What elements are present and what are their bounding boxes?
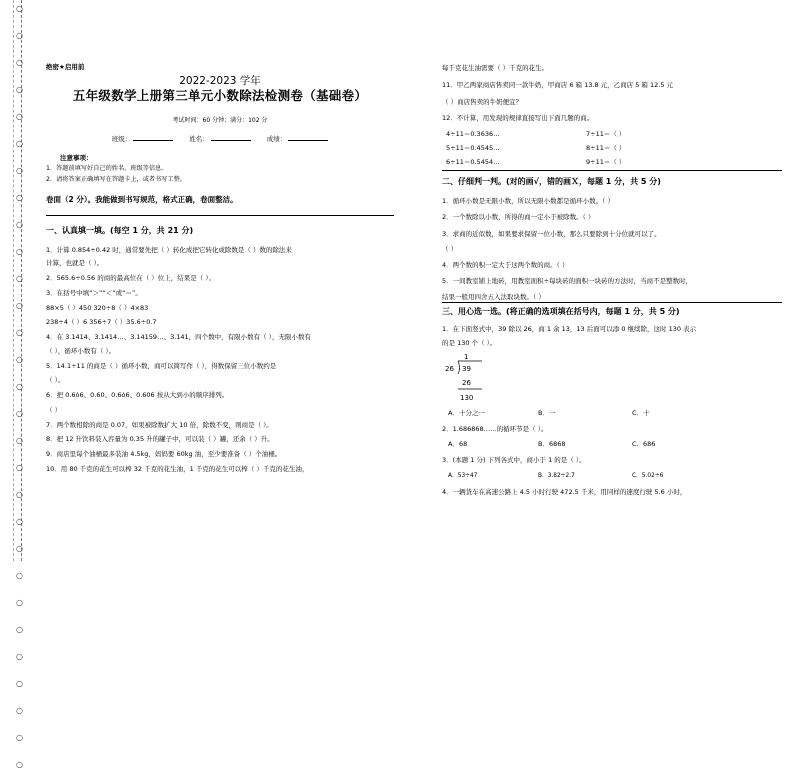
binding-hole-icon: ○ bbox=[16, 733, 23, 742]
q1-option-c[interactable]: C．十 bbox=[632, 409, 650, 417]
question-line: 238÷4（ ）6 356÷7（ ）35.6÷0.7 bbox=[46, 318, 157, 326]
question-line: 1．循环小数是无限小数，所以无限小数都是循环小数。（ ） bbox=[442, 197, 614, 205]
section-divider bbox=[46, 215, 394, 216]
question-line: 3．(本题 1 分) 下列各式中，商小于 1 的是（ ）。 bbox=[442, 456, 586, 464]
question-line: 11．甲乙两家商店售卖同一款牛奶，甲商店 6 箱 13.8 元，乙商店 5 箱 12.5 元 bbox=[442, 81, 674, 89]
binding-hole-icon: ○ bbox=[16, 571, 23, 580]
binding-hole-icon: ○ bbox=[16, 436, 23, 445]
binding-hole-icon: ○ bbox=[16, 139, 23, 148]
question-line: 2．565.6÷0.56 的商的最高位在（ ）位上，结果是（ ）。 bbox=[46, 274, 216, 282]
question-line: 的是 130 个（ ）。 bbox=[442, 339, 497, 347]
q3-option-a[interactable]: A．53÷47 bbox=[448, 473, 478, 479]
class-field[interactable]: 班级： bbox=[112, 134, 174, 143]
q3-option-b[interactable]: B．3.82÷2.7 bbox=[538, 473, 575, 479]
question-line: 8．把 12 升饮料装入容量为 0.35 升的罐子中，可以装（ ）罐，还余（ ）升。 bbox=[46, 435, 274, 443]
question-line: （ ） bbox=[442, 245, 458, 253]
binding-line-outer bbox=[13, 0, 14, 561]
q2-option-a[interactable]: A．68 bbox=[448, 440, 468, 448]
question-line: 4．两个数的积一定大于这两个数的商。（ ） bbox=[442, 261, 569, 269]
question-line: 1．在下面竖式中，39 除以 26，商 1 余 13，13 后面可以添 0 继续除，这时 130 表示 bbox=[442, 325, 697, 333]
question-line: 4．在 3.1414、3.1414…、3.14159…、3.1̇4̇1，四个数中，有限小数有（ ），无限小数有 bbox=[46, 333, 311, 341]
question-line: （ ） bbox=[46, 406, 62, 414]
note-item: 2．请将答案正确填写在答题卡上，或者书写工整。 bbox=[46, 176, 187, 183]
binding-hole-icon: ○ bbox=[16, 382, 23, 391]
question-line: 2．1.686868……的循环节是（ ）。 bbox=[442, 425, 548, 433]
question-line: 7．两个数相除的商是 0.07，如果被除数扩大 10 倍，除数不变，则商是（ ）。 bbox=[46, 421, 273, 429]
q3-option-c[interactable]: C．5.02÷6 bbox=[632, 473, 664, 479]
neatness-note: 卷面（2 分）。我能做到书写规范，格式正确，卷面整洁。 bbox=[46, 195, 238, 204]
binding-hole-icon: ○ bbox=[16, 625, 23, 634]
binding-hole-icon: ○ bbox=[16, 463, 23, 472]
question-line: 5．一间教室铺上地砖，用教室面积÷每块砖的面积一块砖的方法时，当商不是整数时， bbox=[442, 277, 693, 285]
name-field[interactable]: 姓名： bbox=[189, 134, 251, 143]
binding-hole-icon: ○ bbox=[16, 193, 23, 202]
division-divisor: 26 bbox=[445, 365, 454, 373]
section1-heading: 一、认真填一填。(每空 1 分，共 21 分) bbox=[46, 226, 194, 235]
binding-hole-icon: ○ bbox=[16, 247, 23, 256]
binding-hole-icon: ○ bbox=[16, 328, 23, 337]
binding-hole-icon: ○ bbox=[16, 409, 23, 418]
question-line: （ ）商店售卖的牛奶便宜？ bbox=[442, 98, 523, 106]
binding-marks bbox=[16, 4, 23, 769]
question-line: 10．用 80 千克的花生可以榨 32 千克的花生油，1 千克的花生可以榨（ ）千克的花生油， bbox=[46, 465, 309, 473]
question-line: 4．一辆货车在高速公路上 4.5 小时行驶 472.5 千米，用同样的速度行驶 5.6 小时， bbox=[442, 488, 687, 496]
question-line: 3．在括号中填“＞”“＜”或“＝”。 bbox=[46, 289, 142, 297]
binding-hole-icon: ○ bbox=[16, 31, 23, 40]
binding-hole-icon: ○ bbox=[16, 706, 23, 715]
q2-option-b[interactable]: B．6868 bbox=[538, 440, 566, 448]
question-line: （ ），循环小数有（ ）。 bbox=[46, 347, 116, 355]
pattern-answer[interactable]: 8÷11＝（ ） bbox=[586, 144, 626, 152]
score-field[interactable]: 成绩： bbox=[267, 134, 329, 143]
note-item: 1．答题前填写好自己的姓名、班级等信息。 bbox=[46, 165, 168, 172]
division-quotient: 1 bbox=[464, 353, 469, 361]
question-line: （ ）。 bbox=[46, 376, 65, 384]
binding-hole-icon: ○ bbox=[16, 355, 23, 364]
binding-hole-icon: ○ bbox=[16, 58, 23, 67]
q1-option-b[interactable]: B．一 bbox=[538, 409, 556, 417]
question-line: 88×5（ ）450 320÷8（ ）4×83 bbox=[46, 304, 149, 312]
question-line: 12．不计算，用发现的规律直接写出下面几题的商。 bbox=[442, 114, 594, 122]
section-divider bbox=[442, 170, 782, 171]
question-line: 9．商店里每个油桶最多装油 4.5kg，妈妈要 60kg 油，至少要准备（ ）个油桶。 bbox=[46, 450, 282, 458]
pattern-given: 5÷11＝0.4545… bbox=[446, 144, 500, 152]
q2-option-c[interactable]: C．686 bbox=[632, 440, 656, 448]
pattern-given: 4÷11＝0.3636… bbox=[446, 130, 500, 138]
binding-hole-icon: ○ bbox=[16, 490, 23, 499]
exam-title: 五年级数学上册第三单元小数除法检测卷（基础卷） bbox=[72, 88, 368, 103]
long-division bbox=[442, 352, 488, 408]
question-line: 结果一般用四舍五入法取块数。（ ） bbox=[442, 293, 545, 301]
question-line: 1．计算 0.854÷0.42 时，通常要先把（ ）转化成把它转化成除数是（ ）数的除法来 bbox=[46, 246, 292, 254]
question-line: 计算，也就是（ ）。 bbox=[46, 259, 104, 267]
section2-heading: 二、仔细判一判。(对的画√，错的画Ｘ，每题 1 分，共 5 分) bbox=[442, 177, 661, 186]
binding-hole-icon: ○ bbox=[16, 598, 23, 607]
binding-hole-icon: ○ bbox=[16, 517, 23, 526]
q1-option-a[interactable]: A．十分之一 bbox=[448, 409, 485, 417]
binding-hole-icon: ○ bbox=[16, 112, 23, 121]
question-line: 3．求商的近似数，如果要求保留一位小数，那么只要除到十分位就可以了。 bbox=[442, 230, 661, 238]
question-line: 5．14.1÷11 的商是（ ）循环小数，商可以简写作（ ），得数保留三位小数约是 bbox=[46, 362, 277, 370]
pattern-answer[interactable]: 7÷11＝（ ） bbox=[586, 130, 626, 138]
notes-heading: 注意事项： bbox=[60, 154, 93, 162]
pattern-given: 6÷11＝0.5454… bbox=[446, 158, 500, 166]
secret-label: 绝密★启用前 bbox=[46, 63, 85, 71]
section3-heading: 三、用心选一选。(将正确的选项填在括号内，每题 1 分，共 5 分) bbox=[442, 307, 680, 316]
binding-hole-icon: ○ bbox=[16, 760, 23, 769]
question-line: 2．一个数除以小数，所得的商一定小于被除数。（ ） bbox=[442, 213, 595, 221]
student-fields bbox=[46, 134, 394, 143]
binding-hole-icon: ○ bbox=[16, 220, 23, 229]
time-info: 考试时间：60 分钟；满分：102 分 bbox=[172, 117, 268, 124]
section-divider bbox=[442, 302, 782, 303]
question-line: 每千克花生油需要（ ）千克的花生。 bbox=[442, 64, 549, 72]
division-dividend: 39 bbox=[462, 365, 471, 373]
binding-hole-icon: ○ bbox=[16, 274, 23, 283]
binding-hole-icon: ○ bbox=[16, 544, 23, 553]
question-line: 6．把 0.6ȯ6、0.6̇0、0.6ȯ6、0.606 按从大到小的顺序排列。 bbox=[46, 391, 229, 399]
binding-hole-icon: ○ bbox=[16, 679, 23, 688]
division-remainder: 130 bbox=[460, 394, 474, 402]
binding-hole-icon: ○ bbox=[16, 166, 23, 175]
division-subtrahend: 26 bbox=[462, 379, 471, 387]
binding-hole-icon: ○ bbox=[16, 4, 23, 13]
exam-year: 2022-2023 学年 bbox=[179, 75, 261, 87]
binding-hole-icon: ○ bbox=[16, 301, 23, 310]
pattern-answer[interactable]: 9÷11＝（ ） bbox=[586, 158, 626, 166]
binding-hole-icon: ○ bbox=[16, 652, 23, 661]
binding-hole-icon: ○ bbox=[16, 85, 23, 94]
binding-margin bbox=[0, 0, 34, 769]
